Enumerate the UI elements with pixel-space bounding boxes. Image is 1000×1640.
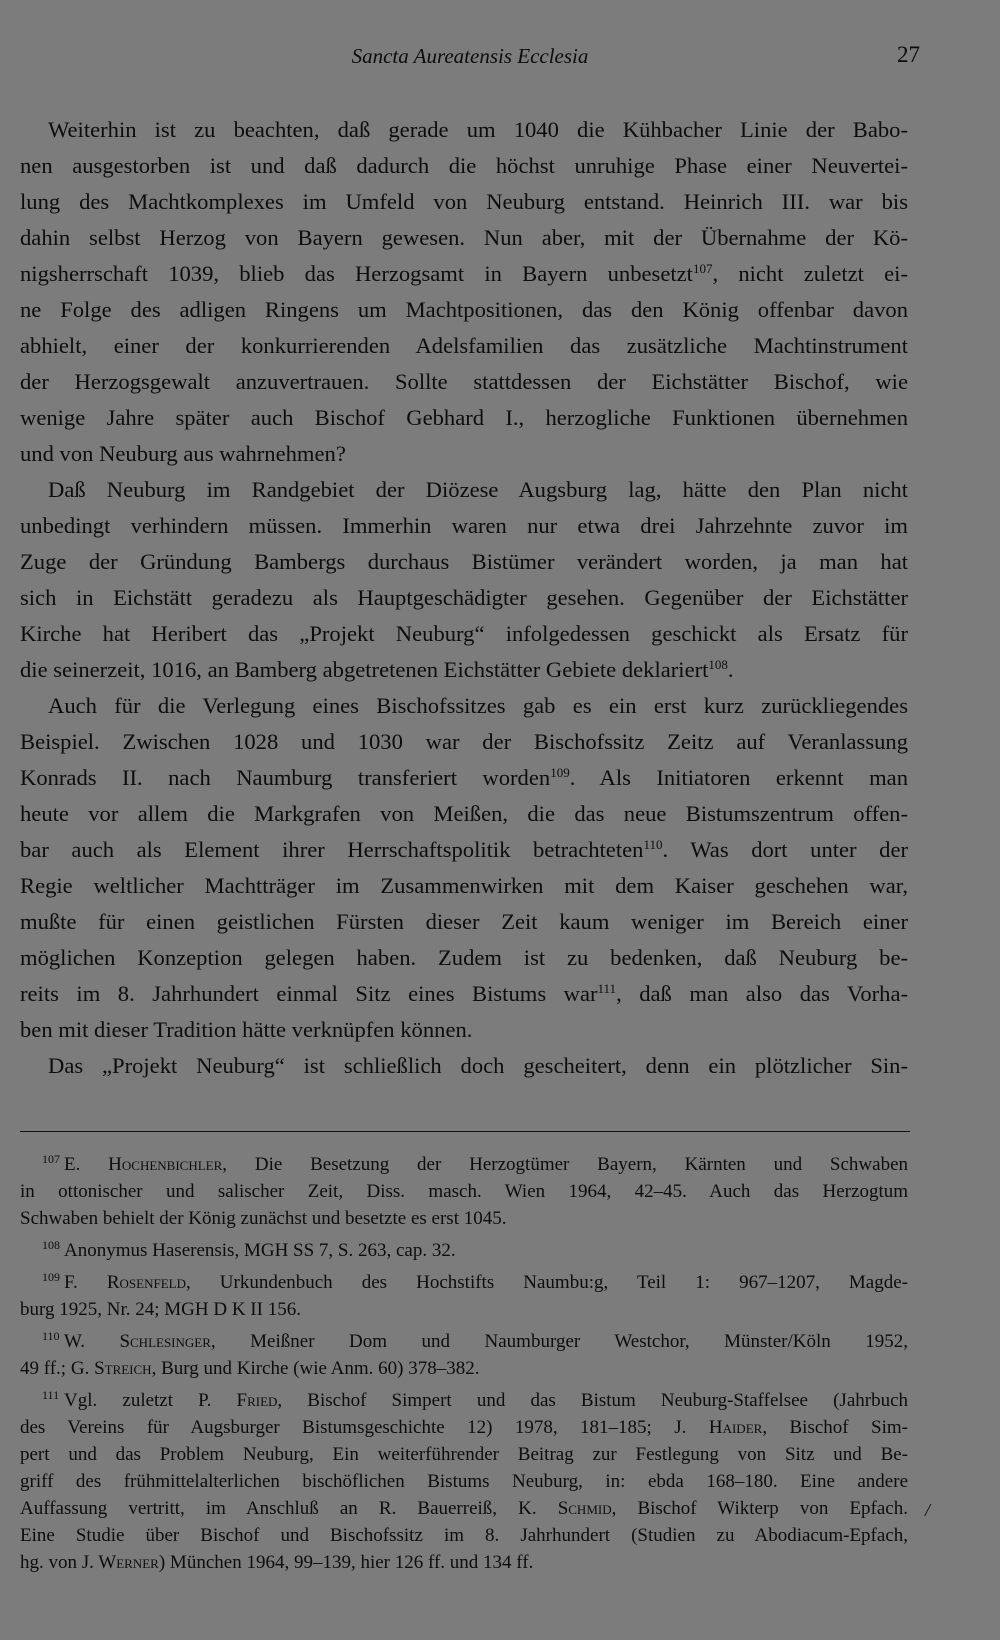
text-segment: Auffassung vertritt, im Anschluß an R. Bauerreiß, [20,1498,519,1519]
text-line: Beispiel. Zwischen 1028 und 1030 war der Bischofssitz Zeitz auf Veranlassung [20,729,908,754]
text-line: der Herzogsgewalt anzuvertrauen. Sollte stattdessen der Eichstätter Bischof, wie [20,369,908,394]
margin-mark: / [925,1500,931,1520]
author-name: E. Hochenbichler [64,1154,223,1175]
text-line [20,832,908,868]
footnote-line: in ottonischer und salischer Zeit, Diss. masch. Wien 1964, 42–45. Auch das Herzogtum [20,1181,908,1202]
text-line: abhielt, einer der konkurrierenden Adelsfamilien das zusätzliche Machtinstrument [20,333,908,358]
text-segment: die seinerzeit, 1016, an Bamberg abgetretenen Eichstätter Gebiete deklariert [20,657,709,682]
page-header [20,44,920,74]
text-line: mußte für einen geistlichen Fürsten dieser Zeit kaum weniger im Bereich einer [20,909,908,934]
footnote-number: 108 [42,1238,60,1252]
text-segment: , Bischof Simpert und das Bistum Neuburg-Staffelsee (Jahrbuch [277,1390,909,1411]
text-line: unbedingt verhindern müssen. Immerhin waren nur etwa drei Jahrzehnte zuvor im [20,513,908,538]
text-segment: , Die Besetzung der Herzogtümer Bayern, Kärnten und Schwaben [222,1154,908,1175]
text-line: die seinerzeit, 1016, an Bamberg abgetretenen Eichstätter Gebiete deklariert$^{108}$. [20,657,734,682]
text-line: dahin selbst Herzog von Bayern gewesen. Nun aber, mit der Übernahme der Kö- [20,225,908,250]
text-line: sich in Eichstätt geradezu als Hauptgeschädigter gesehen. Gegenüber der Eichstätter [20,585,908,610]
footnote-107 [20,1146,908,1178]
text-segment: Vgl. zuletzt [64,1390,199,1411]
text-segment: bar auch als Element ihrer Herrschaftspolitik betrachteten [20,837,644,862]
author-name: F. Rosenfeld [64,1272,186,1293]
text-line: Kirche hat Heribert das „Projekt Neuburg“ infolgedessen geschickt als Ersatz für [20,621,908,646]
text-segment: . Was dort unter der [662,837,908,862]
footnote-111 [20,1382,908,1414]
text-segment: Anonymus Haserensis, MGH SS 7, S. 263, cap. 32. [64,1240,456,1261]
text-line: Auch für die Verlegung eines Bischofssitzes gab es ein erst kurz zurückliegendes [48,693,908,718]
text-line: ne Folge des adligen Ringens um Machtpositionen, das den König offenbar davon [20,297,908,322]
text-segment: . Als Initiatoren erkennt man [569,765,908,790]
text-segment: ) München 1964, 99–139, hier 126 ff. und 134 ff. [158,1552,534,1573]
text-line: möglichen Konzeption gelegen haben. Zudem ist zu bedenken, daß Neuburg be- [20,945,908,970]
text-segment: reits im 8. Jahrhundert einmal Sitz eines Bistums war [20,981,598,1006]
text-segment: , nicht zuletzt ei- [712,261,908,286]
footnote-line: pert und das Problem Neuburg, Ein weiterführender Beitrag zur Festlegung von Sitz und Be- [20,1444,908,1465]
footnote-line: Eine Studie über Bischof und Bischofssitz im 8. Jahrhundert (Studien zu Abodiacum-Epfach, [20,1525,908,1546]
page-number: 27 [897,42,920,67]
author-name: W. Schlesinger [64,1331,211,1352]
running-title: Sancta Aureatensis Ecclesia [351,44,589,68]
text-line: Daß Neuburg im Randgebiet der Diözese Augsburg lag, hätte den Plan nicht [48,477,908,502]
text-segment: , Meißner Dom und Naumburger Westchor, Münster/Köln 1952, [210,1331,908,1352]
footnote-line: Schwaben behielt der König zunächst und besetzte es erst 1045. [20,1208,507,1229]
text-segment: nigsherrschaft 1039, blieb das Herzogsamt in Bayern unbesetzt [20,261,693,286]
text-line [20,760,908,796]
author-name: J. Haider [674,1417,763,1438]
text-line [20,976,908,1012]
text-line: Zuge der Gründung Bambergs durchaus Bistümer verändert worden, ja man hat [20,549,908,574]
author-name: G. Streich [70,1358,152,1379]
footnote-ref: 109 [550,765,570,780]
footnote-line [20,1549,908,1576]
text-line: heute vor allem die Markgrafen von Meißen, die das neue Bistumszentrum offen- [20,801,908,826]
text-segment: hg. von [20,1552,82,1573]
author-name: J. Werner [81,1552,159,1573]
footnote-number: 109 [42,1270,60,1284]
text-line: Weiterhin ist zu beachten, daß gerade um 1040 die Kühbacher Linie der Babo- [48,117,908,142]
text-line: Das „Projekt Neuburg“ ist schließlich doch gescheitert, denn ein plötzlicher Sin- [48,1053,908,1078]
text-segment: 49 ff.; [20,1358,71,1379]
footnote-ref: 111 [597,981,617,996]
text-segment: , Urkundenbuch des Hochstifts Naumbu:g, Teil 1: 967–1207, Magde- [185,1272,908,1293]
text-segment: , Burg und Kirche (wie Anm. 60) 378–382. [151,1358,480,1379]
footnote-108 [20,1232,908,1264]
text-line: lung des Machtkomplexes im Umfeld von Neuburg entstand. Heinrich III. war bis [20,189,908,214]
text-line: und von Neuburg aus wahrnehmen? [20,441,346,466]
text-segment: des Vereins für Augsburger Bistumsgeschichte 12) 1978, 181–185; [20,1417,675,1438]
footnote-rule [20,1131,910,1132]
text-segment: , daß man also das Vorha- [616,981,909,1006]
footnote-ref: 110 [643,837,663,852]
footnote-line: burg 1925, Nr. 24; MGH D K II 156. [20,1299,301,1320]
footnote-line: griff des frühmittelalterlichen bischöflichen Bistums Neuburg, in: ebda 168–180. Eine andere [20,1471,908,1492]
footnote-line [20,1414,908,1441]
author-name: K. Schmid [518,1498,612,1519]
text-segment: , Bischof Wikterp von Epfach. [611,1498,908,1519]
text-segment: Konrads II. nach Naumburg transferiert worden [20,765,551,790]
footnotes [20,1146,908,1576]
footnote-ref: 108 [708,657,728,672]
footnote-line [20,1355,908,1382]
author-name: P. Fried [198,1390,278,1411]
footnote-number: 110 [42,1329,60,1343]
text-segment: , Bischof Sim- [762,1417,908,1438]
main-text [20,112,908,1084]
footnote-line [20,1495,908,1522]
text-line: nen ausgestorben ist und daß dadurch die höchst unruhige Phase einer Neuvertei- [20,153,908,178]
footnote-109 [20,1264,908,1296]
text-line: wenige Jahre später auch Bischof Gebhard I., herzogliche Funktionen übernehmen [20,405,908,430]
footnote-ref: 107 [692,261,713,276]
text-line: Regie weltlicher Machtträger im Zusammenwirken mit dem Kaiser geschehen war, [20,873,908,898]
footnote-110 [20,1323,908,1355]
text-line: ben mit dieser Tradition hätte verknüpfen können. [20,1017,473,1042]
footnote-number: 107 [42,1152,60,1166]
text-line [20,256,908,292]
footnote-number: 111 [42,1388,60,1402]
